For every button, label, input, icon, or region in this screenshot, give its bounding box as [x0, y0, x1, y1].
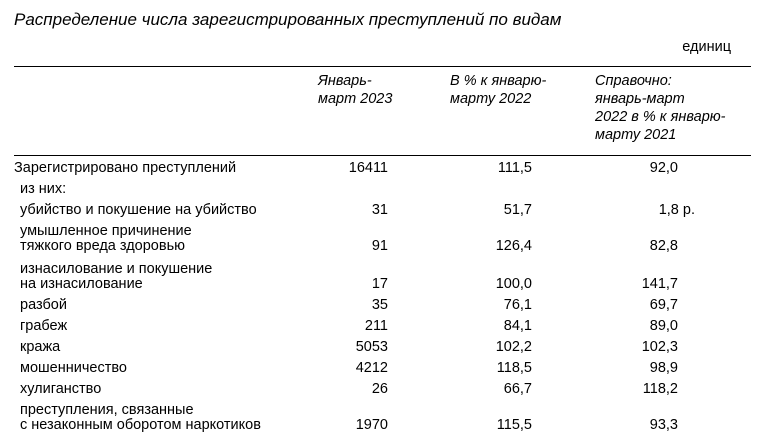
row-label-line: с незаконным оборотом наркотиков — [20, 417, 261, 433]
row-label — [14, 161, 236, 176]
cell-reference: 89,0 — [649, 318, 678, 334]
row-label-line: умышленное причинение — [20, 223, 192, 239]
row-label — [20, 361, 127, 376]
column-header-line: 2022 в % к январю- — [595, 109, 726, 125]
row-label-line: хулиганство — [20, 381, 102, 397]
row-label — [20, 319, 67, 334]
row-label-line: тяжкого вреда здоровью — [20, 238, 186, 254]
row-label-line: кража — [20, 339, 61, 355]
cell-percent-2022: 111,5 — [497, 160, 532, 176]
cell-percent-2022: 118,5 — [496, 360, 532, 376]
row-label — [20, 224, 192, 254]
cell-reference: 1,8 р. — [658, 202, 695, 218]
cell-reference: 69,7 — [649, 297, 678, 313]
cell-jan-mar-2023: 17 — [371, 276, 388, 292]
column-header-line: В % к январю- — [450, 73, 547, 89]
cell-percent-2022: 66,7 — [503, 381, 532, 397]
row-label — [20, 382, 101, 397]
cell-percent-2022: 126,4 — [495, 238, 532, 254]
column-header-line: марту 2021 — [595, 127, 677, 143]
cell-jan-mar-2023: 31 — [371, 202, 388, 218]
header-rule — [14, 155, 751, 156]
row-label-line: на изнасилование — [20, 276, 143, 292]
row-label — [20, 340, 60, 355]
row-label — [20, 403, 261, 433]
cell-reference: 118,2 — [642, 381, 678, 397]
cell-percent-2022: 84,1 — [503, 318, 532, 334]
cell-percent-2022: 115,5 — [496, 417, 532, 433]
row-label — [20, 262, 212, 292]
cell-reference: 102,3 — [641, 339, 678, 355]
cell-percent-2022: 100,0 — [495, 276, 532, 292]
column-header-percent-2022 — [450, 72, 580, 108]
row-label-line: Зарегистрировано преступлений — [14, 160, 237, 176]
cell-jan-mar-2023: 16411 — [348, 160, 388, 176]
column-header-reference — [595, 72, 755, 144]
cell-jan-mar-2023: 35 — [371, 297, 388, 313]
row-label — [20, 298, 67, 313]
cell-percent-2022: 51,7 — [503, 202, 532, 218]
cell-jan-mar-2023: 4212 — [355, 360, 388, 376]
column-header-line: Справочно: — [595, 73, 672, 89]
cell-reference: 93,3 — [649, 417, 678, 433]
cell-reference: 141,7 — [641, 276, 678, 292]
row-label — [20, 182, 66, 197]
column-header-line: январь-март — [595, 91, 685, 107]
table-title: Распределение числа зарегистрированных преступлений по видам — [14, 10, 562, 29]
column-header-line: Январь- — [318, 73, 372, 89]
cell-reference: 92,0 — [649, 160, 678, 176]
cell-jan-mar-2023: 211 — [364, 318, 388, 334]
row-label — [20, 203, 257, 218]
cell-jan-mar-2023: 5053 — [355, 339, 388, 355]
units-label: единиц — [682, 39, 731, 55]
row-label-line: мошенничество — [20, 360, 127, 376]
top-rule — [14, 66, 751, 67]
row-label-line: преступления, связанные — [20, 402, 194, 418]
cell-jan-mar-2023: 1970 — [355, 417, 388, 433]
cell-percent-2022: 102,2 — [495, 339, 532, 355]
cell-reference: 98,9 — [649, 360, 678, 376]
column-header-jan-mar-2023 — [318, 72, 428, 108]
row-label-line: разбой — [20, 297, 67, 313]
cell-percent-2022: 76,1 — [503, 297, 532, 313]
row-label-line: из них: — [20, 181, 67, 197]
row-label-line: грабеж — [20, 318, 68, 334]
cell-jan-mar-2023: 26 — [371, 381, 388, 397]
row-label-line: изнасилование и покушение — [20, 261, 213, 277]
cell-jan-mar-2023: 91 — [371, 238, 388, 254]
column-header-line: март 2023 — [318, 91, 393, 107]
column-header-line: марту 2022 — [450, 91, 532, 107]
row-label-line: убийство и покушение на убийство — [20, 202, 257, 218]
cell-reference: 82,8 — [649, 238, 678, 254]
